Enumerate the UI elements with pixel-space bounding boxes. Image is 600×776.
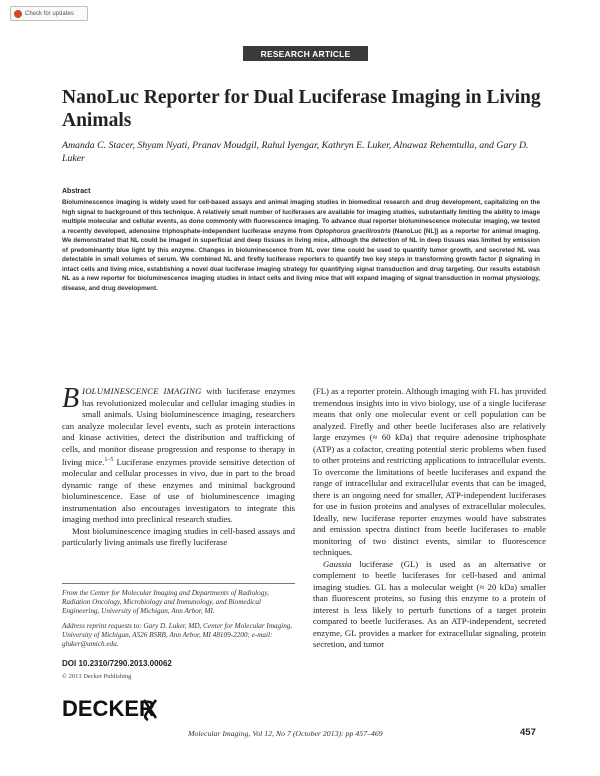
check-for-updates-badge[interactable] — [10, 6, 88, 21]
journal-citation: Molecular Imaging, Vol 12, No 7 (October 2013): pp 457–469 — [188, 729, 383, 738]
article-title: NanoLuc Reporter for Dual Luciferase Imaging in Living Animals — [62, 87, 541, 131]
page-number: 457 — [520, 727, 536, 738]
body-paragraph: Most bioluminescence imaging studies in cell-based assays and particularly living animals use firefly luciferase — [62, 525, 295, 548]
intro-paragraph: BIOLUMINESCENCE IMAGING with luciferase enzymes has revolutionized molecular and cellular imaging studies in small animals. Using bioluminescence imaging, researchers can analyze molecular level events, such as protein interactions and kinase activities, detect the distribution and trafficking of cells, and monitor disease progression and response to therapy in living mice.$^{1-5}$ Luciferase enzymes provide sensitive detection of molecular and cellular processes in vivo, due in part to the broad dynamic range of these enzymes and minimal background bioluminescence. Ease of use of bioluminescence imaging instrumentation also encourages investigators to integrate this imaging method into preclinical research studies. — [62, 383, 295, 525]
badge-label: Check for updates — [25, 10, 74, 17]
logo-text: DECKER — [62, 696, 155, 721]
lead-in-smallcaps: IOLUMINESCENCE IMAGING — [82, 386, 202, 396]
body-paragraph: Gaussia luciferase (GL) is used as an alternative or complement to beetle luciferases for cell-based and animal imaging studies. GL has a molecular weight (≈ 20 kDa) smaller than fluorescent proteins, so fusing this enzyme to a protein of interest is less likely to perturb functions of a target protein compared to beetle luciferases. As an ATP-independent, secreted enzyme, GL provides a marker for extracellular signaling, protein secretion, and tumor — [313, 558, 546, 649]
abstract-heading: Abstract — [62, 188, 91, 195]
body-paragraph: (FL) as a reporter protein. Although imaging with FL has provided tremendous insights into in vivo biology, use of a single luciferase means that only one molecular event or cell population can be analyzed. Firefly and other beetle luciferases also are relatively large enzymes (≈ 60 kDa) that require adenosine triphosphate (ATP) as a cofactor, creating potential steric problems when fused to other proteins and restricting applications to intracellular events. To overcome the limitations of beetle luciferases and expand the range of intracellular and extracellular events that can be imaged, there is an ongoing need for smaller, ATP-independent luciferases for use in fusion proteins and analyses of extracellular molecules. Ideally, new luciferase reporter enzymes would have substrates and emission spectra distinct from beetle luciferases to enable monitoring of two distinct events, similar to fluorescence techniques. — [313, 386, 546, 557]
affiliation-footnote: From the Center for Molecular Imaging and Departments of Radiology, Radiation Oncology, Microbiology and Immunology, and Biomedical Engineering, University of Michigan, Ann Arbor, MI. — [62, 589, 269, 616]
drop-cap: B — [62, 383, 80, 414]
decker-logo — [62, 682, 162, 724]
gaussia-italic: Gaussia — [323, 558, 352, 569]
reprint-footnote: Address reprint requests to: Gary D. Luker, MD, Center for Molecular Imaging, University of Michigan, A526 BSRB, Ann Arbor, MI 48109-2200; e-mail: gluker@umich.edu. — [62, 622, 293, 649]
doi-link[interactable]: DOI 10.2310/7290.2013.00062 — [62, 659, 172, 668]
footnote-divider — [62, 583, 295, 584]
body-column-left — [62, 383, 295, 549]
copyright-notice: © 2013 Decker Publishing — [62, 673, 132, 680]
citation-superscript: 1–5 — [104, 457, 114, 463]
crossmark-icon — [14, 10, 22, 18]
author-list: Amanda C. Stacer, Shyam Nyati, Pranav Moudgil, Rahul Iyengar, Kathryn E. Luker, Alnawaz Rehemtulla, and Gary D. Luker — [62, 140, 529, 164]
abstract-body: Bioluminescence imaging is widely used for cell-based assays and animal imaging studies in biomedical research and drug development, capitalizing on the high signal to background of this technique. A relatively small number of luciferases are available for imaging studies, substantially limiting the ability to image multiple molecular and cellular events, as done commonly with fluorescence imaging. To advance dual reporter bioluminescence molecular imaging, we tested a recently developed, adenosine triphosphate-independent luciferase enzyme from Oplophorus gracilirostris (NanoLuc [NL]) as a reporter for animal imaging. We demonstrated that NL could be imaged in superficial and deep tissues in living mice, although the detection of NL in deep tissues was limited by emission of predominantly blue light by this enzyme. Changes in bioluminescence from NL over time could be used to quantify tumor growth, and secreted NL was detectable in small volumes of serum. We combined NL and firefly luciferase reporters to quantify two key steps in transforming growth factor β signaling in intact cells and living mice, establishing a novel dual luciferase imaging strategy for quantifying signal transduction and drug targeting. Our results establish NL as a new reporter for bioluminescence imaging studies in intact cells and living mice that will expand imaging of signal transduction in normal physiology, disease, and drug development. — [62, 199, 540, 292]
species-name: Oplophorus gracilirostris — [314, 227, 391, 235]
body-column-right — [313, 386, 546, 651]
article-type-banner: RESEARCH ARTICLE — [243, 46, 368, 61]
